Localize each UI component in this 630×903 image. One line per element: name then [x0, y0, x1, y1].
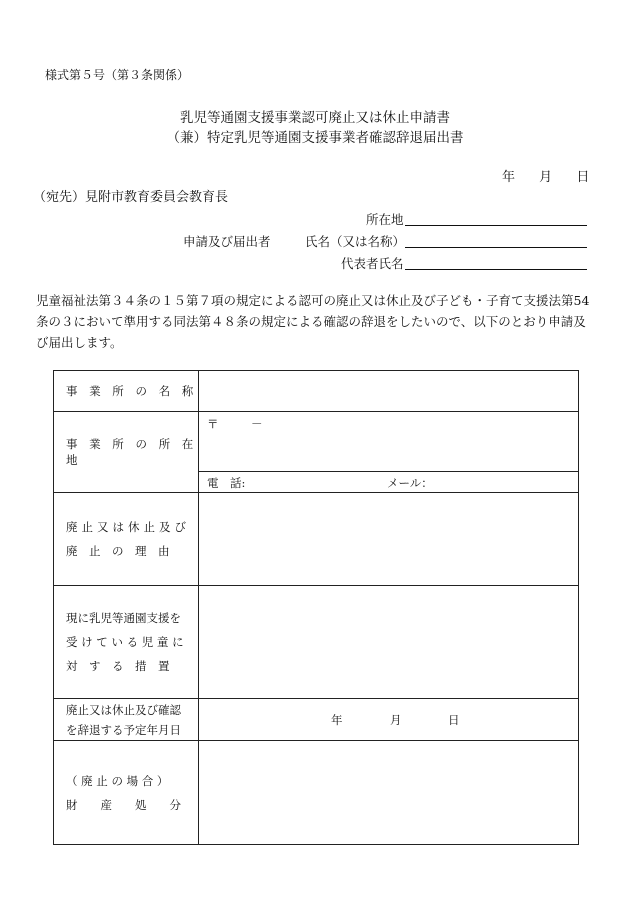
- postal-dash: －: [251, 417, 263, 431]
- property-label-line1: （ 廃 止 の 場 合 ）: [66, 773, 169, 788]
- representative-input-line[interactable]: [405, 269, 587, 270]
- reason-label-line1: 廃止又は休止及び: [66, 520, 190, 534]
- facility-name-field[interactable]: [199, 371, 579, 412]
- name-input-line[interactable]: [405, 247, 587, 248]
- property-field[interactable]: [199, 741, 579, 845]
- phone-label: 電 話:: [207, 476, 246, 490]
- measures-label-line2: 受 け て い る 児 童 に: [66, 635, 184, 649]
- postal-mark: 〒: [207, 417, 219, 431]
- measures-label-line3: 対 す る 措 置: [66, 659, 170, 673]
- form-number: 様式第５号（第３条関係）: [45, 68, 190, 82]
- property-label-line2: 財 産 処 分: [66, 797, 181, 812]
- planned-day-label: 日: [448, 712, 460, 727]
- measures-field[interactable]: [199, 586, 579, 699]
- applicant-group-label: 申請及び届出者: [183, 234, 271, 249]
- planned-date-label-line1: 廃止又は休止及び確認: [66, 702, 181, 717]
- date-month-label: 月: [539, 170, 553, 185]
- facility-address-field[interactable]: [199, 412, 579, 472]
- measures-label: [54, 586, 199, 699]
- document-title: 乳児等通園支援事業認可廃止又は休止申請書: [180, 110, 450, 126]
- reason-label-line2: 廃 止 の 理 由: [66, 544, 170, 558]
- date-year-label: 年: [502, 170, 516, 185]
- reason-label: [54, 493, 199, 586]
- measures-label-line1: 現に乳児等通園支援を: [66, 611, 181, 625]
- planned-date-label: [54, 699, 199, 741]
- address-label: 所在地: [366, 212, 404, 227]
- planned-year-label: 年: [331, 712, 343, 727]
- property-label: [54, 741, 199, 845]
- addressee: （宛先）見附市教育委員会教育長: [33, 190, 229, 205]
- name-label: 氏名（又は名称）: [305, 234, 406, 249]
- application-table: [53, 370, 579, 845]
- planned-date-field[interactable]: [199, 699, 579, 741]
- date-line: [502, 166, 589, 185]
- planned-date-label-line2: を辞退する予定年月日: [66, 722, 181, 737]
- facility-name-label: 事 業 所 の 名 称: [54, 371, 199, 412]
- planned-month-label: 月: [390, 712, 402, 727]
- facility-address-label: 事 業 所 の 所 在 地: [54, 412, 199, 493]
- contact-field[interactable]: [199, 472, 579, 493]
- address-input-line[interactable]: [405, 225, 587, 226]
- date-day-label: 日: [576, 170, 590, 185]
- reason-field[interactable]: [199, 493, 579, 586]
- email-label: メール：: [387, 476, 433, 490]
- representative-label: 代表者氏名: [341, 256, 404, 271]
- body-paragraph: 児童福祉法第３４条の１５第７項の規定による認可の廃止又は休止及び子ども・子育て支援法第54 条の３において準用する同法第４８条の規定による確認の辞退をしたいので、以下のとおり申請及び届出します。: [36, 293, 590, 350]
- document-subtitle: （兼）特定乳児等通園支援事業者確認辞退届出書: [166, 130, 464, 146]
